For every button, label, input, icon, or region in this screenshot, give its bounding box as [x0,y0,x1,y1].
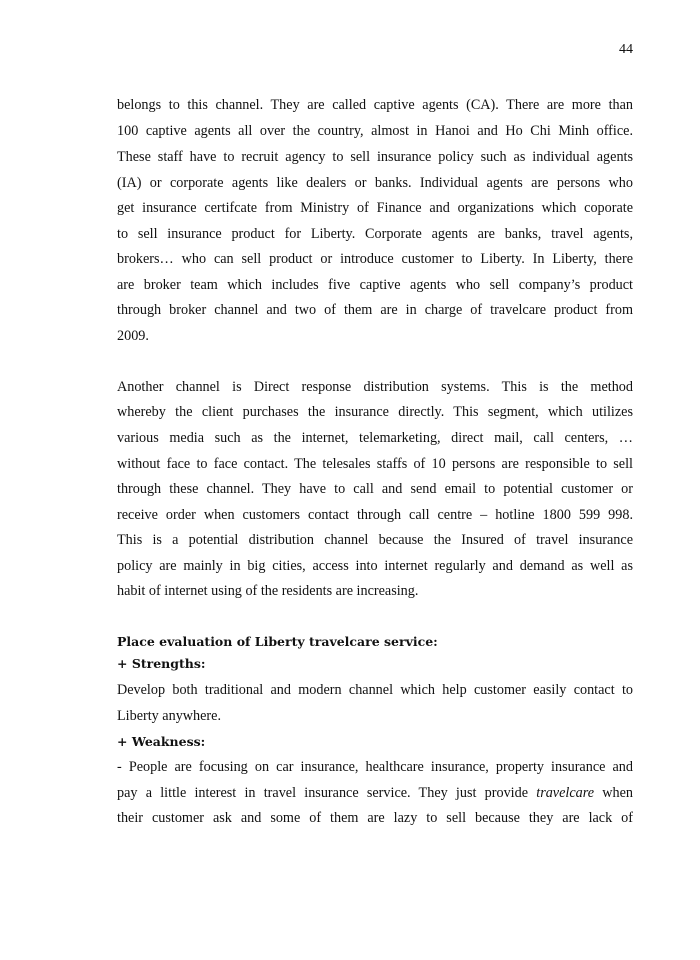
text-line: policy are mainly in big cities, access into internet regularly and demand as well as [117,558,633,574]
text-line: brokers… who can sell product or introduce customer to Liberty. In Liberty, there [117,251,633,267]
text-line: 2009. [117,328,149,344]
text-line: 100 captive agents all over the country, almost in Hanoi and Ho Chi Minh office. [117,123,633,139]
text-line: to sell insurance product for Liberty. Corporate agents are banks, travel agents, [117,226,633,242]
text-line: are broker team which includes five captive agents who sell company’s product [117,277,633,293]
text-segment: when [594,785,633,801]
text-line: through these channel. They have to call and send email to potential customer or [117,481,633,497]
text-line: their customer ask and some of them are lazy to sell because they are lack of [117,810,633,826]
weakness-heading: + Weakness: [117,734,206,749]
section-heading: Place evaluation of Liberty travelcare service: [117,634,438,649]
text-segment: pay a little interest in travel insurance service. They just provide [117,785,537,801]
text-line: without face to face contact. The telesales staffs of 10 persons are responsible to sell [117,456,633,472]
text-line: Liberty anywhere. [117,708,221,724]
text-line: Another channel is Direct response distribution systems. This is the method [117,379,633,395]
text-line: These staff have to recruit agency to sell insurance policy such as individual agents [117,149,633,165]
text-line: habit of internet using of the residents are increasing. [117,583,419,599]
text-line: (IA) or corporate agents like dealers or banks. Individual agents are persons who [117,175,633,191]
text-line: receive order when customers contact through call centre – hotline 1800 599 998. [117,507,633,523]
text-line: This is a potential distribution channel because the Insured of travel insurance [117,532,633,548]
text-line: belongs to this channel. They are called captive agents (CA). There are more than [117,97,633,113]
text-line: through broker channel and two of them are in charge of travelcare product from [117,302,633,318]
text-line [117,783,633,803]
text-line: Develop both traditional and modern channel which help customer easily contact to [117,682,633,698]
italic-term: travelcare [536,785,595,801]
text-line: whereby the client purchases the insurance directly. This segment, which utilizes [117,404,633,420]
text-line: get insurance certifcate from Ministry of Finance and organizations which coporate [117,200,633,216]
text-line: - People are focusing on car insurance, healthcare insurance, property insurance and [117,759,633,775]
page-number: 44 [619,42,633,57]
text-line: various media such as the internet, telemarketing, direct mail, call centers, … [117,430,633,446]
strengths-heading: + Strengths: [117,656,206,671]
